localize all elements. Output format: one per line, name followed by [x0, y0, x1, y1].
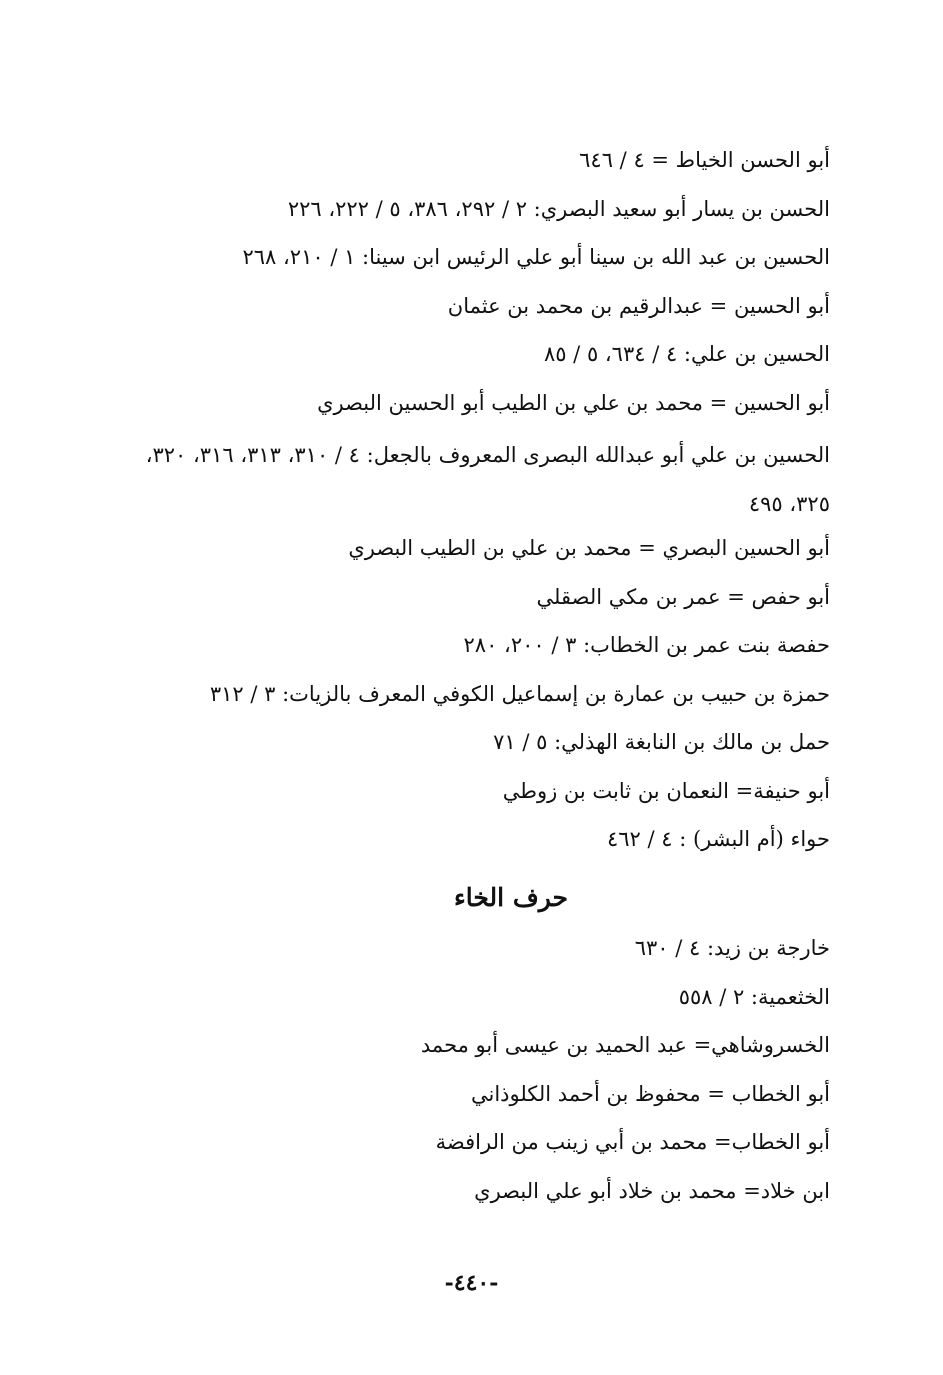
index-entry: حمل بن مالك بن النابغة الهذلي: ٥ / ٧١: [493, 730, 830, 754]
section-heading: حرف الخاء: [454, 882, 568, 912]
index-entry: أبو حفص = عمر بن مكي الصقلي: [536, 584, 830, 609]
index-entry: أبو الخطاب= محمد بن أبي زينب من الرافضة: [435, 1130, 830, 1154]
index-entry: أبو الحسن الخياط = ٤ / ٦٤٦: [579, 148, 830, 172]
index-entry: الخسروشاهي= عبد الحميد بن عيسى أبو محمد: [420, 1033, 830, 1057]
index-entry: أبو الخطاب = محفوظ بن أحمد الكلوذاني: [470, 1081, 830, 1106]
page-number: -٤٤٠-: [444, 1270, 499, 1296]
index-entry: حفصة بنت عمر بن الخطاب: ٣ / ٢٠٠، ٢٨٠: [463, 633, 830, 657]
index-entry: ابن خلاد= محمد بن خلاد أبو علي البصري: [474, 1178, 830, 1203]
index-entry: الحسن بن يسار أبو سعيد البصري: ٢ / ٢٩٢، ٣٨٦، ٥ / ٢٢٢، ٢٢٦: [287, 196, 830, 221]
index-entry: أبو حنيفة= النعمان بن ثابت بن زوطي: [502, 778, 830, 803]
index-entry: خارجة بن زيد: ٤ / ٦٣٠: [634, 936, 830, 960]
index-entry: حمزة بن حبيب بن عمارة بن إسماعيل الكوفي المعرف بالزيات: ٣ / ٣١٢: [209, 681, 830, 706]
index-entry: الحسين بن علي: ٤ / ٦٣٤، ٥ / ٨٥: [543, 342, 830, 366]
index-entry: أبو الحسين = عبدالرقيم بن محمد بن عثمان: [447, 293, 830, 318]
index-entry: أبو الحسين = محمد بن علي بن الطيب أبو الحسين البصري: [317, 390, 830, 415]
index-entry: الخثعمية: ٢ / ٥٥٨: [678, 984, 830, 1009]
index-entries: [105, 140, 830, 1219]
index-entry: حواء (أم البشر) : ٤ / ٤٦٢: [607, 827, 830, 851]
index-entry: أبو الحسين البصري = محمد بن علي بن الطيب البصري: [348, 536, 830, 560]
index-entry: الحسين بن علي أبو عبدالله البصرى المعروف بالجعل: ٤ / ٣١٠، ٣١٣، ٣١٦، ٣٢٠، ٣٢٥، ٤٩٥: [145, 443, 830, 516]
index-entry: الحسين بن عبد الله بن سينا أبو علي الرئيس ابن سينا: ١ / ٢١٠، ٢٦٨: [242, 245, 830, 269]
index-entries-kha: [105, 928, 830, 1219]
